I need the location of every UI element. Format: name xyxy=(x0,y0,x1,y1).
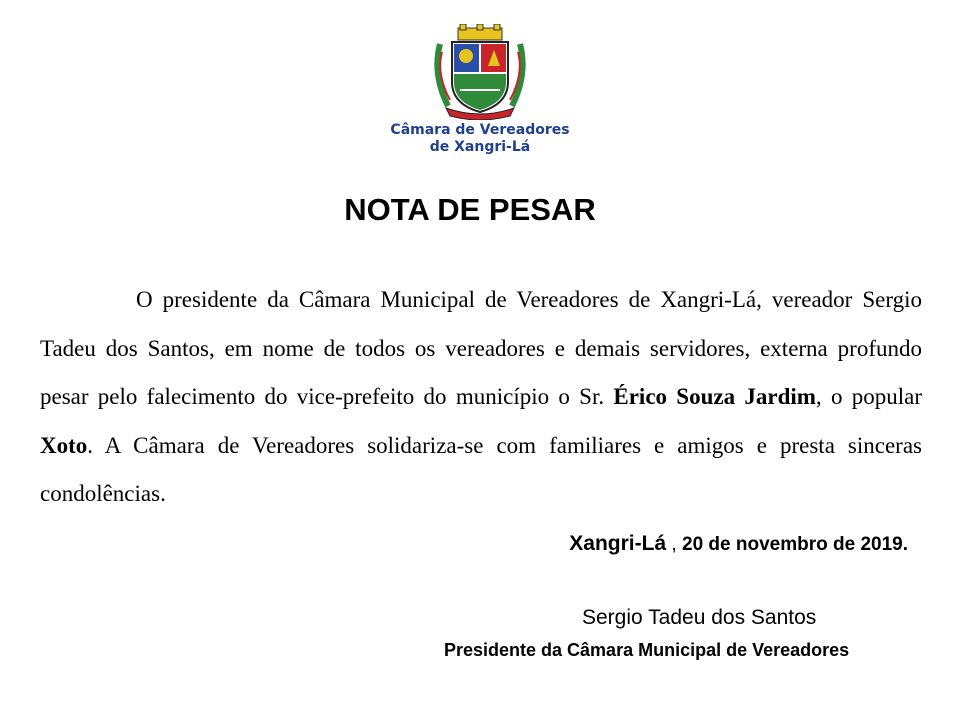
date-line xyxy=(569,532,908,556)
deceased-nickname: Xoto xyxy=(40,432,88,458)
chamber-logo xyxy=(388,24,572,159)
deceased-name: Érico Souza Jardim xyxy=(613,384,816,409)
body-text-part1: O presidente da Câmara Municipal de Vereadores de Xangri-Lá, vereador Sergio Tadeu dos Santos, em nome de todos os vereadores e demais servidores, externa profundo pesar pelo falecimento do vice-prefeito do município o Sr. xyxy=(40,287,922,409)
date-value: 20 de novembro de 2019. xyxy=(682,534,908,555)
org-name-line2: de Xangri-Lá xyxy=(429,139,531,155)
note-body xyxy=(40,276,922,519)
body-text-part3: . A Câmara de Vereadores solidariza-se com familiares e amigos e presta sinceras condolências. xyxy=(40,432,922,506)
org-name-line1: Câmara de Vereadores xyxy=(390,122,570,138)
coat-of-arms-emblem xyxy=(430,24,530,120)
body-text-part2: , o popular xyxy=(815,384,922,409)
note-title: NOTA DE PESAR xyxy=(344,192,596,227)
signatory-name: Sergio Tadeu dos Santos xyxy=(582,606,817,629)
date-city: Xangri-Lá xyxy=(569,532,667,555)
signatory-role: Presidente da Câmara Municipal de Vereadores xyxy=(444,640,850,660)
date-separator: , xyxy=(666,534,682,555)
